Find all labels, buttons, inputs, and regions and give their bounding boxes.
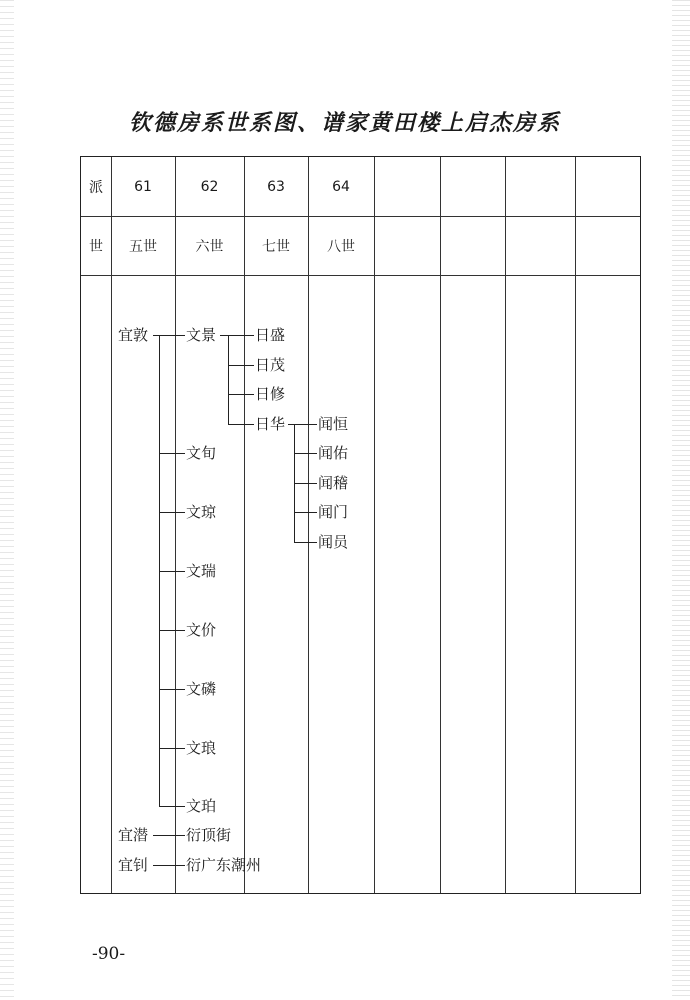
pai-number: 63 [267,179,285,195]
generation-label: 八世 [327,239,355,255]
connector-line [294,483,317,484]
pai-number: 64 [332,179,350,195]
person-yidun: 宜敦 [118,326,149,344]
person-wenyou: 闻佑 [318,444,349,462]
connector-line [294,512,317,513]
connector-line [153,865,185,866]
connector-line [153,835,185,836]
scan-edge-left [0,0,14,1000]
person-wenqiong: 文琼 [186,503,217,521]
connector-line [159,512,185,513]
connector-line [228,424,254,425]
genealogy-table [80,156,641,894]
connector-line [288,424,317,425]
generation-label: 六世 [195,239,224,255]
generation-label: 七世 [262,239,290,255]
connector-line [153,335,185,336]
person-wenheng: 闻恒 [318,415,349,433]
pai-label: 派 [89,180,103,196]
person-wenpo: 文珀 [186,797,217,815]
person-rixiu: 日修 [255,385,286,403]
connector-line [294,542,317,543]
page-title: 钦德房系世系图、谱家黄田楼上启杰房系 [128,110,561,136]
person-wenjie: 文价 [186,621,217,639]
column-divider [575,157,576,893]
connector-line [228,394,254,395]
column-divider [440,157,441,893]
person-yan-dingjie: 衍顶街 [186,826,232,844]
connector-line [220,335,254,336]
generation-label: 五世 [129,239,157,255]
person-rimao: 日茂 [255,356,286,374]
connector-line [159,571,185,572]
pai-number: 61 [134,179,152,195]
pai-number: 62 [200,179,219,195]
connector-line [228,335,229,424]
connector-line [228,365,254,366]
connector-line [159,806,185,807]
connector-line [294,453,317,454]
column-divider [505,157,506,893]
connector-line [159,453,185,454]
page-number: -90- [92,944,126,964]
person-yiqian: 宜潜 [118,826,149,844]
column-divider [374,157,375,893]
person-wenjing: 文景 [186,326,217,344]
person-rihua: 日华 [255,415,286,433]
person-wenxun: 文旬 [186,444,217,462]
person-yan-guangdong: 衍广东潮州 [186,856,262,874]
person-wenyuan: 闻员 [318,533,349,551]
scan-edge-right [672,0,690,1000]
person-yizhao: 宜钊 [118,856,149,874]
person-wenrui: 文瑞 [186,562,217,580]
shi-label: 世 [89,239,103,255]
person-risheng: 日盛 [255,326,286,344]
person-wenji: 闻稽 [318,474,349,492]
connector-line [159,630,185,631]
person-wenmen: 闻门 [318,503,349,521]
row-divider [81,275,640,276]
person-wenlang: 文琅 [186,739,217,757]
connector-line [159,748,185,749]
connector-line [159,689,185,690]
person-wenlin: 文磷 [186,680,217,698]
